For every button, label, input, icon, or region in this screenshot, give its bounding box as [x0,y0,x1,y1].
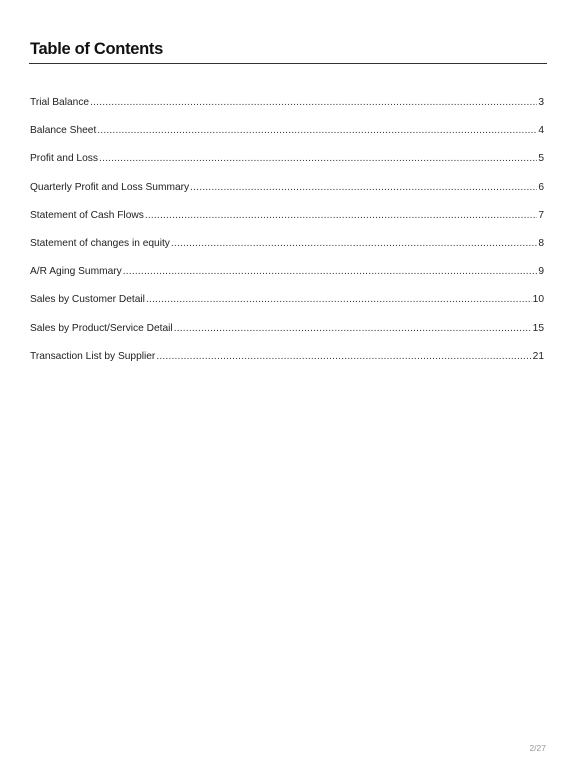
toc-dot-leader [190,182,537,193]
toc-entry-label: Statement of changes in equity [30,237,170,249]
toc-entry-profit-and-loss[interactable] [30,153,544,181]
toc-list [30,97,544,379]
toc-dot-leader [97,125,537,136]
toc-dot-leader [90,97,537,108]
toc-dot-leader [174,323,532,334]
page-indicator: 2/27 [529,743,546,753]
toc-entry-trial-balance[interactable] [30,97,544,125]
toc-entry-label: A/R Aging Summary [30,266,122,278]
toc-entry-ar-aging-summary[interactable] [30,266,544,294]
toc-entry-sales-by-product-service-detail[interactable] [30,323,544,351]
toc-dot-leader [156,351,531,362]
toc-dot-leader [99,153,537,164]
toc-entry-transaction-list-by-supplier[interactable] [30,351,544,379]
toc-dot-leader [171,238,537,249]
toc-entry-statement-of-cash-flows[interactable] [30,210,544,238]
title-divider [29,63,547,64]
page-title: Table of Contents [30,40,164,58]
toc-dot-leader [146,294,532,305]
toc-entry-label: Statement of Cash Flows [30,209,144,221]
toc-entry-page: 5 [538,153,544,165]
toc-entry-label: Trial Balance [30,97,90,108]
toc-entry-label: Sales by Product/Service Detail [30,322,173,334]
toc-entry-label: Sales by Customer Detail [30,294,145,306]
toc-entry-page: 7 [538,209,544,221]
toc-entry-page: 9 [538,266,544,278]
toc-entry-label: Quarterly Profit and Loss Summary [30,181,190,193]
toc-entry-page: 4 [538,125,544,137]
toc-dot-leader [145,210,538,221]
toc-dot-leader [123,266,538,277]
toc-entry-balance-sheet[interactable] [30,125,544,153]
toc-entry-page: 10 [532,294,544,306]
toc-entry-page: 6 [538,181,544,193]
toc-entry-quarterly-profit-and-loss-summary[interactable] [30,182,544,210]
toc-entry-page: 15 [532,322,544,334]
toc-entry-label: Balance Sheet [30,125,97,137]
toc-entry-label: Transaction List by Supplier [30,350,156,362]
toc-entry-sales-by-customer-detail[interactable] [30,294,544,322]
toc-entry-page: 3 [538,97,544,108]
toc-entry-page: 21 [532,350,544,362]
toc-entry-statement-of-changes-in-equity[interactable] [30,238,544,266]
toc-entry-label: Profit and Loss [30,153,98,165]
toc-entry-page: 8 [538,237,544,249]
